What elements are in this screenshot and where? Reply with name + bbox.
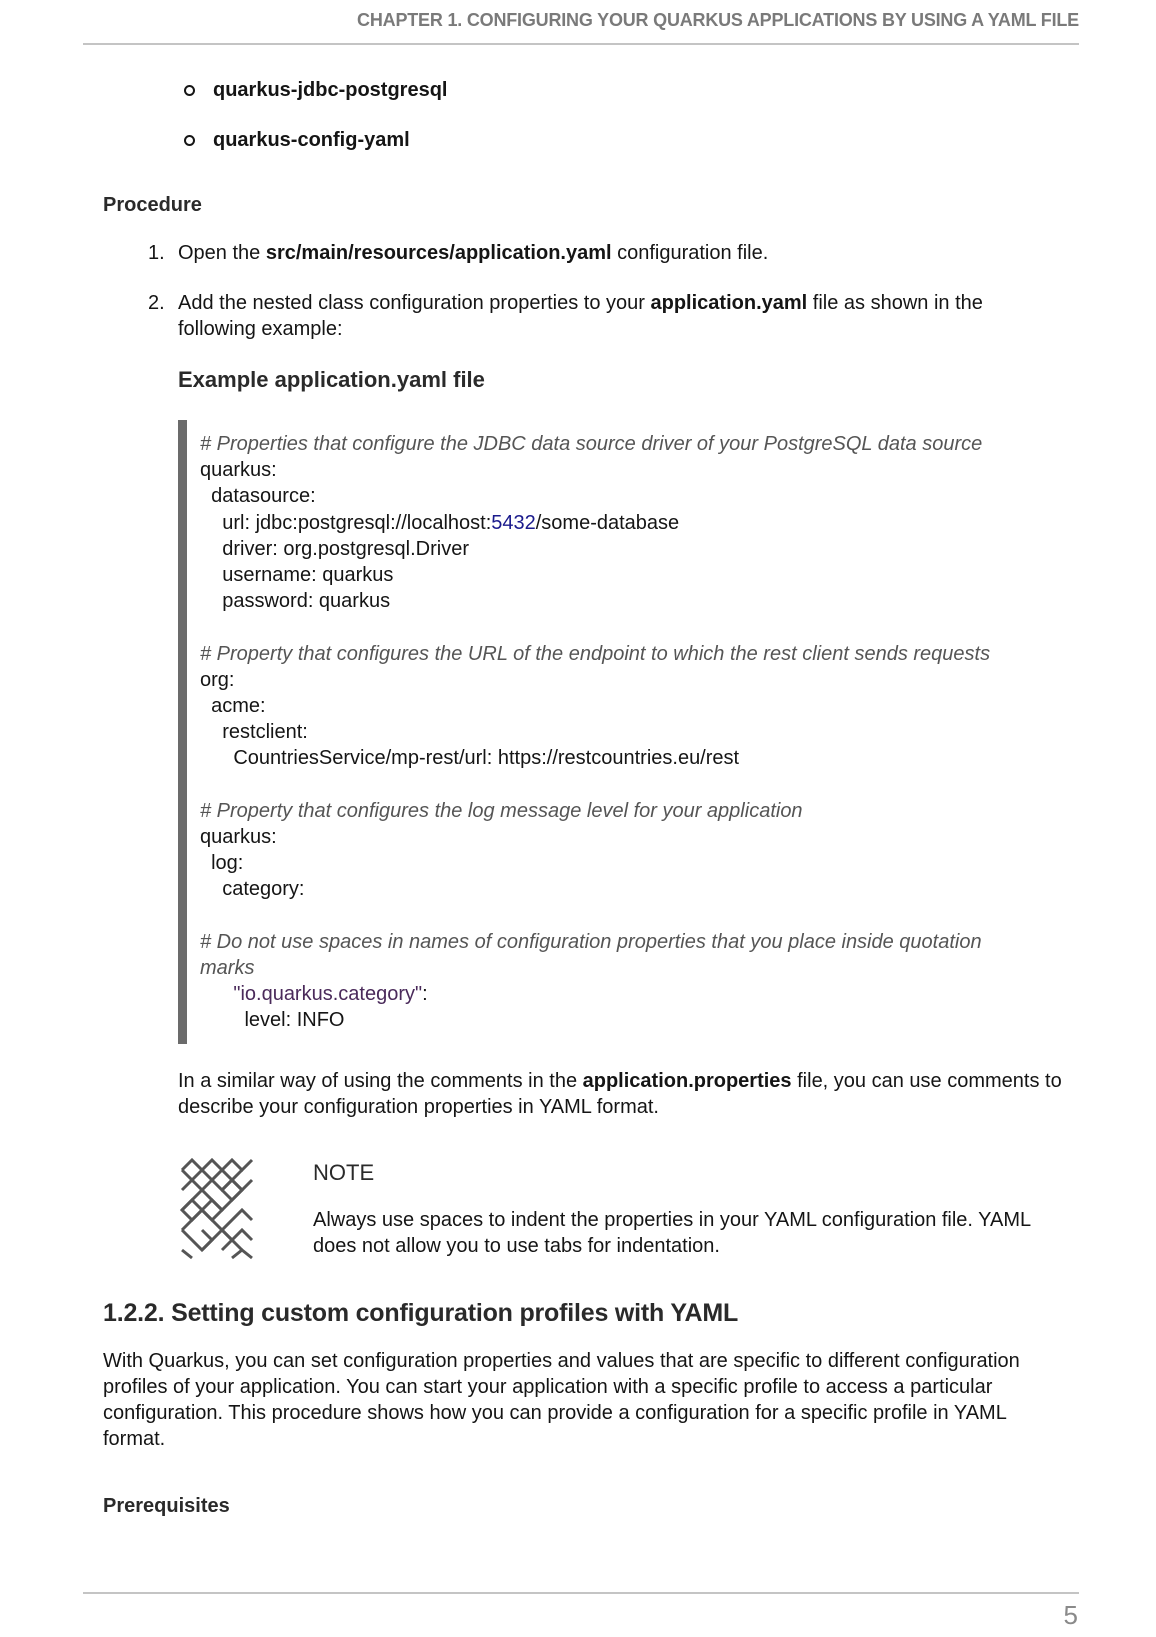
code-line bbox=[200, 536, 1050, 562]
code-text: acme: bbox=[200, 694, 266, 717]
code-line bbox=[200, 850, 1050, 876]
code-text bbox=[200, 983, 233, 1005]
similar-paragraph bbox=[178, 1068, 1068, 1120]
running-header: CHAPTER 1. CONFIGURING YOUR QUARKUS APPLICATIONS BY USING A YAML FILE bbox=[357, 10, 1079, 30]
code-line bbox=[200, 824, 1050, 850]
section-heading: 1.2.2. Setting custom configuration profiles with YAML bbox=[103, 1299, 739, 1327]
code-line bbox=[200, 981, 1050, 1007]
code-text: username: quarkus bbox=[200, 563, 394, 586]
procedure-steps bbox=[148, 240, 1058, 366]
note-text: Always use spaces to indent the properties in your YAML configuration file. YAML does not allow you to use tabs for indentation. bbox=[313, 1209, 1031, 1257]
example-title-prefix: Example bbox=[178, 367, 275, 392]
code-text: quarkus: bbox=[200, 459, 277, 482]
code-blank-line bbox=[200, 771, 1050, 797]
code-text: url: jdbc:postgresql://localhost: bbox=[200, 511, 492, 534]
step-text bbox=[178, 290, 1058, 342]
code-text bbox=[200, 904, 206, 926]
list-item bbox=[184, 128, 447, 152]
code-text: CountriesService/mp-rest/url: https://restcountries.eu/rest bbox=[200, 747, 740, 770]
code-line bbox=[200, 457, 1050, 483]
code-text: password: quarkus bbox=[200, 590, 391, 613]
code-text: org: bbox=[200, 668, 235, 691]
note-title: NOTE bbox=[313, 1160, 375, 1185]
code-text: category: bbox=[200, 878, 305, 901]
file-name: application.properties bbox=[582, 1070, 792, 1092]
code-text: datasource: bbox=[200, 485, 316, 508]
section-intro: With Quarkus, you can set configuration properties and values that are specific to different configuration profiles of your application. You can start your application with a specific profile to access a particular configuration. This procedure shows how you can provide a configuration for a specific profile in YAML format. bbox=[103, 1350, 1020, 1450]
example-title bbox=[178, 367, 485, 393]
paragraph-text: file, you can use comments to describe your configuration properties in YAML format. bbox=[178, 1070, 1062, 1118]
code-line bbox=[200, 1007, 1050, 1033]
dependency-name: quarkus-jdbc-postgresql bbox=[213, 78, 448, 101]
code-text: : bbox=[422, 982, 428, 1005]
dependency-name: quarkus-config-yaml bbox=[213, 128, 410, 151]
code-line bbox=[200, 667, 1050, 693]
code-comment-line bbox=[200, 798, 1050, 824]
file-path: src/main/resources/application.yaml bbox=[265, 242, 612, 264]
paragraph-text: In a similar way of using the comments in the bbox=[178, 1070, 583, 1092]
dependency-list bbox=[184, 78, 447, 178]
code-text: driver: org.postgresql.Driver bbox=[200, 537, 469, 560]
circle-bullet-icon bbox=[184, 135, 195, 146]
code-line bbox=[200, 588, 1050, 614]
step-text bbox=[178, 240, 768, 266]
example-title-file: application.yaml bbox=[274, 367, 447, 392]
code-text bbox=[200, 616, 206, 638]
code-comment-line bbox=[200, 955, 1050, 981]
code-comment: # Do not use spaces in names of configuration properties that you place inside quotation bbox=[200, 930, 982, 953]
code-line bbox=[200, 510, 1050, 536]
code-text: log: bbox=[200, 852, 244, 874]
procedure-step bbox=[148, 240, 1058, 266]
prerequisites-heading: Prerequisites bbox=[103, 1495, 230, 1517]
list-item bbox=[184, 78, 447, 102]
header-rule bbox=[83, 43, 1079, 45]
code-line bbox=[200, 483, 1050, 509]
code-string-literal: "io.quarkus.category" bbox=[233, 982, 423, 1005]
code-text: /some-database bbox=[535, 511, 680, 534]
code-text: quarkus: bbox=[200, 825, 277, 848]
footer-rule bbox=[83, 1592, 1079, 1594]
code-line bbox=[200, 719, 1050, 745]
step-text-part: file as shown in the following example: bbox=[178, 292, 983, 340]
code-blank-line bbox=[200, 614, 1050, 640]
code-line bbox=[200, 876, 1050, 902]
procedure-heading: Procedure bbox=[103, 194, 202, 216]
procedure-step bbox=[148, 290, 1058, 342]
code-line bbox=[200, 693, 1050, 719]
code-number-literal: 5432 bbox=[491, 511, 536, 534]
code-text bbox=[200, 773, 206, 795]
code-comment: marks bbox=[200, 956, 255, 979]
step-number: 1. bbox=[148, 242, 165, 264]
step-text-part: Open the bbox=[178, 242, 266, 264]
code-comment: # Properties that configure the JDBC data source driver of your PostgreSQL data source bbox=[200, 433, 983, 455]
code-listing[interactable] bbox=[200, 431, 1050, 1033]
code-comment-line bbox=[200, 641, 1050, 667]
code-blank-line bbox=[200, 902, 1050, 928]
step-number: 2. bbox=[148, 292, 165, 314]
code-comment-line bbox=[200, 431, 1050, 457]
step-text-part: configuration file. bbox=[611, 242, 769, 264]
note-pattern-icon bbox=[178, 1156, 254, 1260]
step-text-part: Add the nested class configuration properties to your bbox=[178, 292, 651, 314]
code-text: restclient: bbox=[200, 721, 308, 744]
code-comment-line bbox=[200, 929, 1050, 955]
code-comment: # Property that configures the URL of the endpoint to which the rest client sends requests bbox=[200, 642, 991, 665]
code-line bbox=[200, 745, 1050, 771]
code-text: level: INFO bbox=[200, 1009, 345, 1032]
example-title-suffix: file bbox=[447, 367, 485, 392]
file-name: application.yaml bbox=[650, 292, 808, 314]
circle-bullet-icon bbox=[184, 85, 195, 96]
code-line bbox=[200, 562, 1050, 588]
page-number: 5 bbox=[1063, 1600, 1078, 1630]
code-comment: # Property that configures the log message level for your application bbox=[200, 799, 803, 822]
